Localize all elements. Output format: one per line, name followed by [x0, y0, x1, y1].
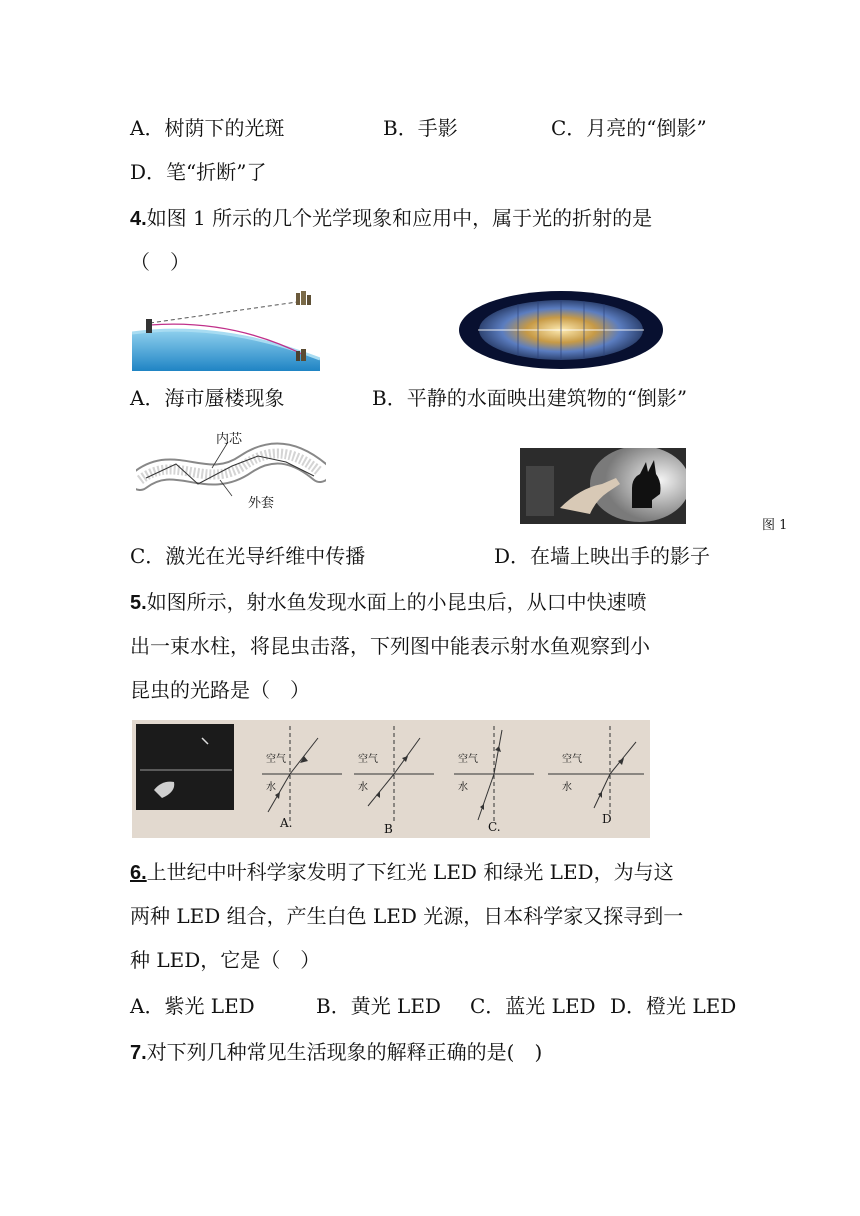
archer-fish-figure: [132, 720, 650, 838]
q4-number: 4.: [130, 208, 147, 230]
q4-stem-line2: （ ）: [130, 250, 190, 274]
optical-fiber-figure: [136, 428, 326, 512]
q4-option-b: B．平静的水面映出建筑物的“倒影”: [372, 386, 688, 410]
figure-1-caption: 图 1: [762, 518, 788, 533]
q5-number: 5.: [130, 592, 147, 614]
air-label-a: 空气: [266, 754, 286, 765]
q5-stem-line2: 出一束水柱，将昆虫击落，下列图中能表示射水鱼观察到小: [130, 634, 650, 658]
q7-stem-line1: 对下列几种常见生活现象的解释正确的是( ): [146, 1040, 543, 1064]
diagram-label-b: B: [384, 822, 393, 836]
q3-option-d: D．笔“折断”了: [130, 160, 267, 184]
q4-option-a: A．海市蜃楼现象: [130, 386, 285, 410]
air-label-c: 空气: [458, 754, 478, 765]
q7-stem: [130, 1038, 542, 1067]
air-label-b: 空气: [358, 754, 378, 765]
water-label-b: 水: [358, 782, 368, 793]
q5-stem-1: [130, 588, 647, 617]
diagram-label-d: D: [602, 812, 612, 826]
building-reflection-figure: [458, 290, 664, 370]
water-label-d: 水: [562, 782, 572, 793]
hand-shadow-figure: [520, 448, 686, 524]
q3-option-a: A．树荫下的光斑: [130, 116, 285, 140]
diagram-label-a: A.: [280, 816, 293, 830]
water-label-a: 水: [266, 782, 276, 793]
q4-stem-line1: 如图 1 所示的几个光学现象和应用中，属于光的折射的是: [146, 206, 653, 230]
q6-number: 6.: [130, 862, 147, 884]
q4-option-d: D．在墙上映出手的影子: [494, 544, 711, 568]
q6-option-c: C．蓝光 LED: [470, 994, 596, 1018]
q6-stem-line2: 两种 LED 组合，产生白色 LED 光源，日本科学家又探寻到一: [130, 904, 684, 928]
q5-stem-line1: 如图所示，射水鱼发现水面上的小昆虫后，从口中快速喷: [146, 590, 647, 614]
q3-option-b: B．手影: [383, 116, 458, 140]
light-path-drawings: [132, 720, 650, 838]
fiber-cladding-label: 外套: [248, 496, 275, 511]
q4-stem: [130, 204, 652, 233]
q4-option-c: C．激光在光导纤维中传播: [130, 544, 366, 568]
q5-stem-line3: 昆虫的光路是（ ）: [130, 678, 310, 702]
q7-number: 7.: [130, 1042, 147, 1064]
q6-stem-line3: 种 LED，它是（ ）: [130, 948, 321, 972]
diagram-label-c: C.: [488, 820, 501, 834]
q3-option-c: C．月亮的“倒影”: [551, 116, 707, 140]
q6-option-d: D．橙光 LED: [610, 994, 737, 1018]
q6-option-b: B．黄光 LED: [316, 994, 441, 1018]
q6-option-a: A．紫光 LED: [130, 994, 255, 1018]
q6-stem-1: [130, 858, 674, 887]
mirage-figure: [132, 289, 320, 371]
fiber-core-label: 内芯: [216, 432, 243, 447]
water-label-c: 水: [458, 782, 468, 793]
air-label-d: 空气: [562, 754, 582, 765]
q6-stem-line1: 上世纪中叶科学家发明了下红光 LED 和绿光 LED，为与这: [146, 860, 674, 884]
